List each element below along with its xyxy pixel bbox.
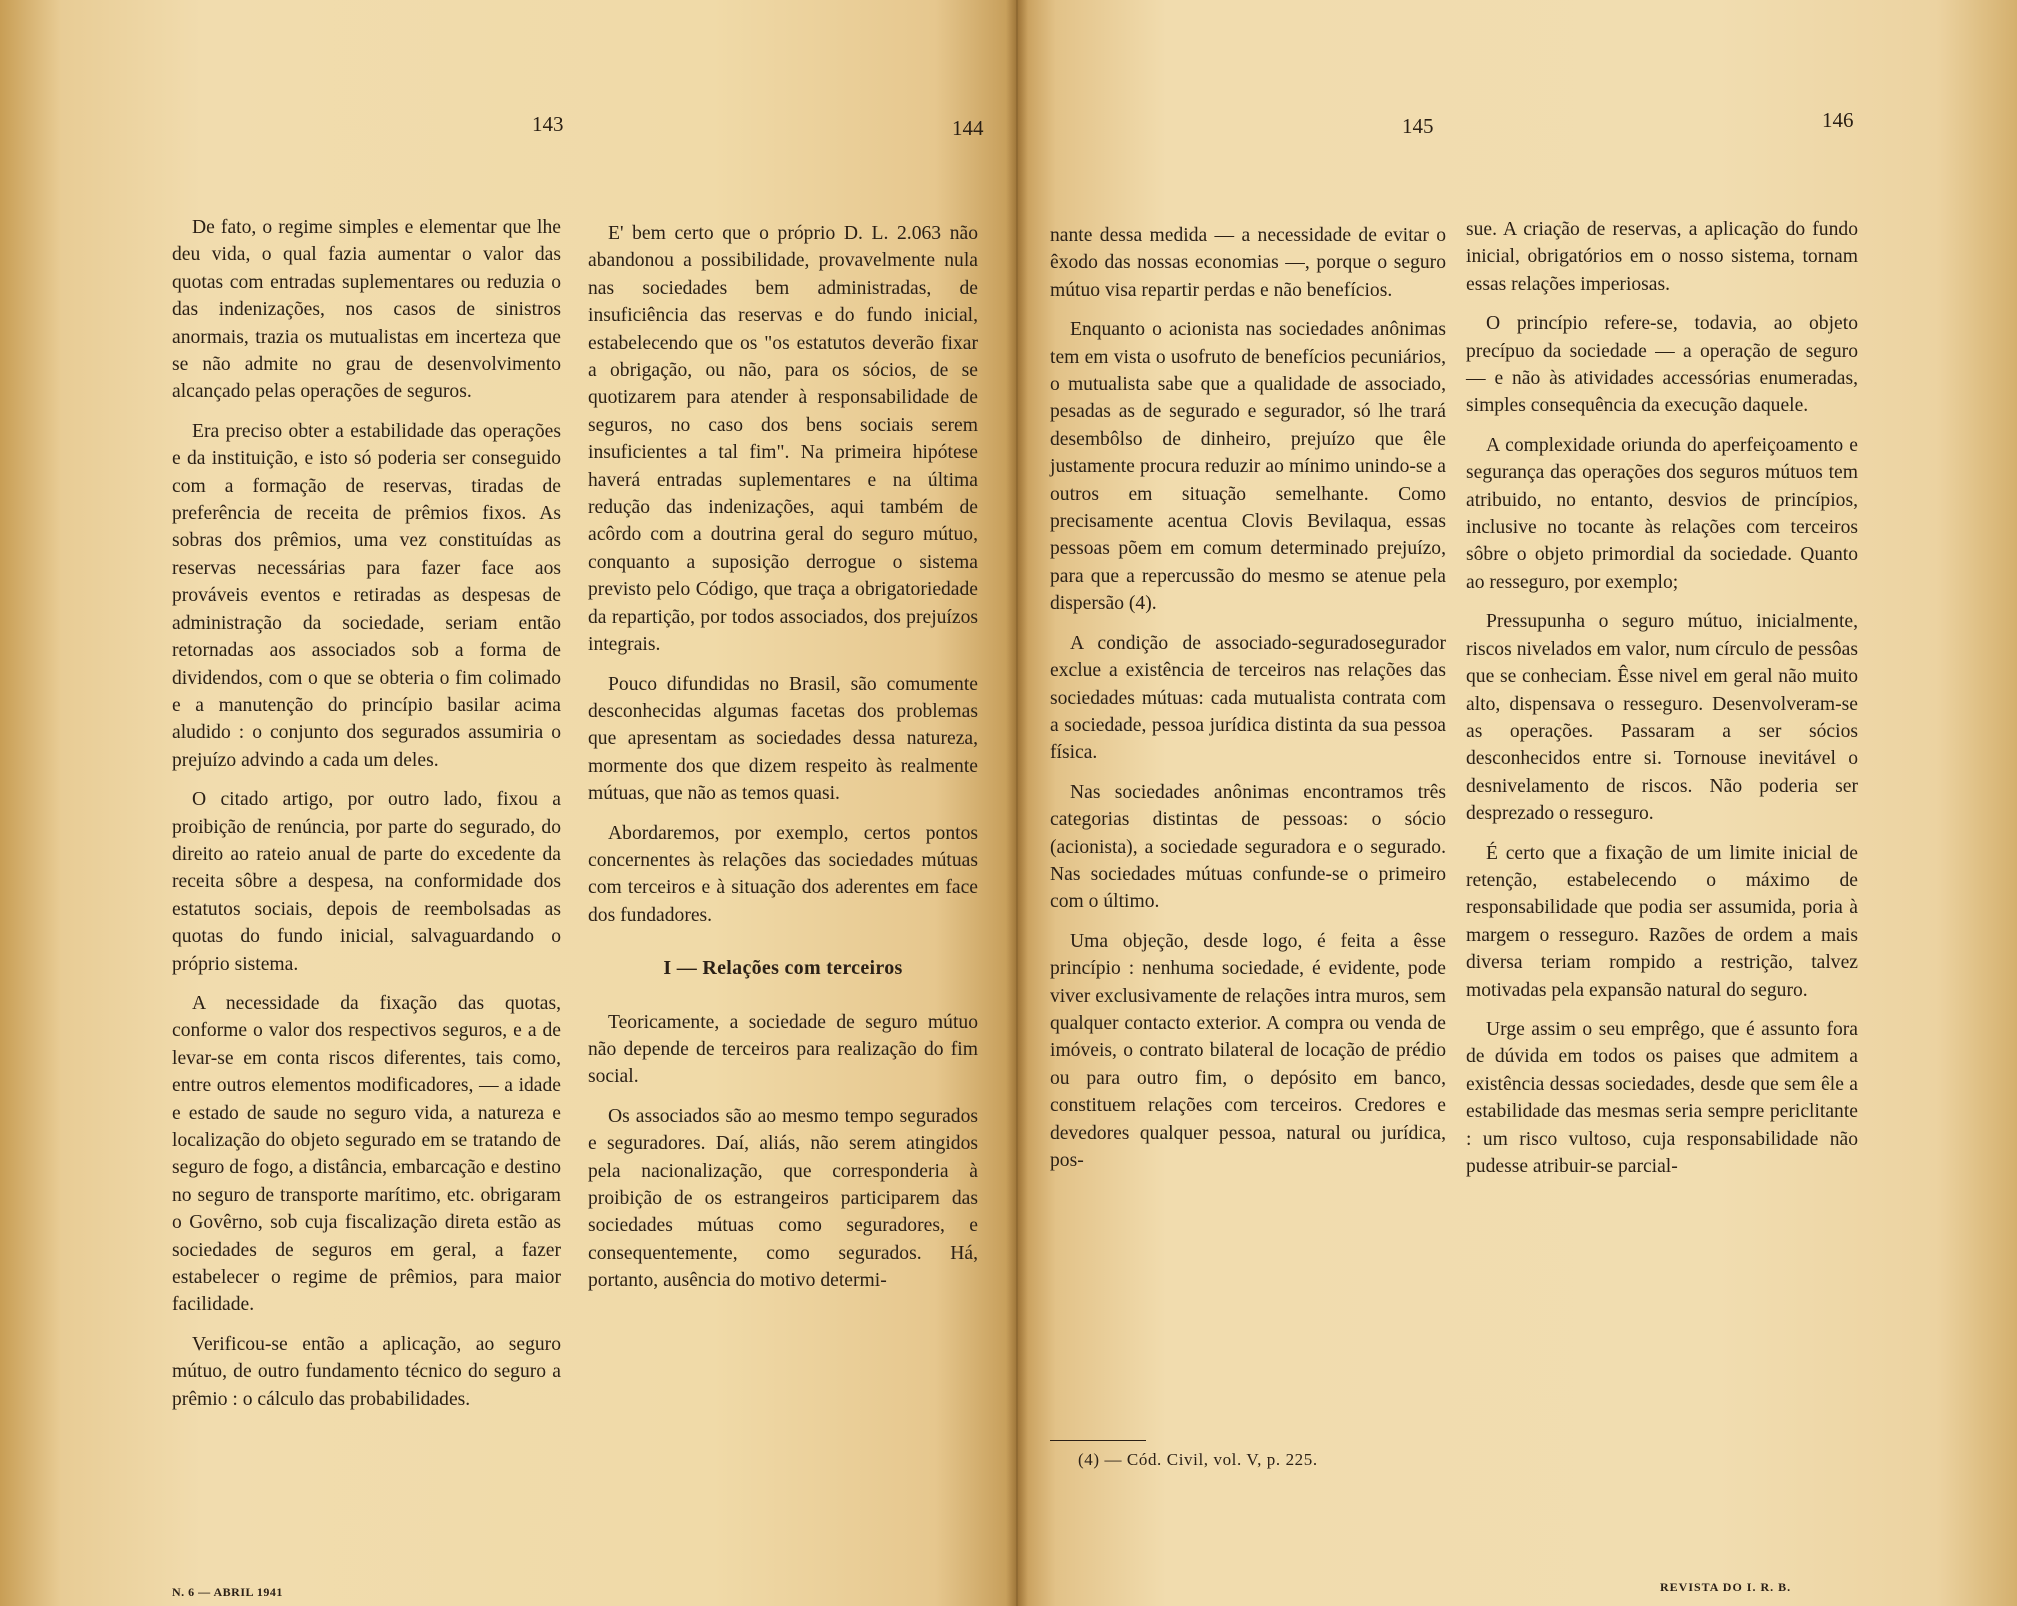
book-gutter xyxy=(1006,0,1028,1606)
paragraph: A condição de associado-seguradosegurador exclue a existência de terceiros nas relações das sociedades mútuas: cada mutualista contrata com a sociedade, pessoa jurídica distinta da sua pessoa física. xyxy=(1050,632,1446,764)
section-heading: I — Relações com terceiros xyxy=(663,957,903,980)
column-page-144 xyxy=(588,220,978,1295)
footnote: (4) — Cód. Civil, vol. V, p. 225. xyxy=(1078,1450,1318,1469)
page-number-146: 146 xyxy=(1822,108,1854,132)
paragraph: Urge assim o seu emprêgo, que é assunto fora de dúvida em todos os paises que admitem a existência dessas sociedades, desde que sem êle a estabilidade das mesmas seria sempre periclitante : um risco vultoso, cuja responsabilidade não pudesse atribuir-se parcial- xyxy=(1466,1018,1858,1177)
paragraph: sue. A criação de reservas, a aplicação do fundo inicial, obrigatórios em o nosso sistema, tornam essas relações imperiosas. xyxy=(1466,219,1858,295)
paragraph: É certo que a fixação de um limite inicial de retenção, estabelecendo o máximo de responsabilidade que podia ser assumida, poria à margem o resseguro. Razões de ordem a mais diversa teriam rompido a restrição, talvez motivadas pela expansão natural do seguro. xyxy=(1466,842,1858,1001)
paragraph: Pressupunha o seguro mútuo, inicialmente, riscos nivelados em valor, num círculo de pessôas que se conheciam. Êsse nivel em geral não muito alto, dispensava o resseguro. Desenvolveram-se as operações. Passaram a ser sócios desconhecidos entre si. Tornouse inevitável o desnivelamento de riscos. Não poderia ser desprezado o resseguro. xyxy=(1466,611,1858,825)
paragraph: Nas sociedades anônimas encontramos três categorias distintas de pessoas: o sócio (acionista), a sociedade seguradora e o segurado. Nas sociedades mútuas confunde-se o primeiro com o último. xyxy=(1050,781,1446,913)
paragraph: Os associados são ao mesmo tempo segurados e seguradores. Daí, aliás, não serem atingidos pela nacionalização, que corresponderia à proibição de os estrangeiros participarem das sociedades mútuas como seguradores, e consequentemente, como segurados. Há, portanto, ausência do motivo determi- xyxy=(588,1105,978,1292)
paragraph: Uma objeção, desde logo, é feita a êsse princípio : nenhuma sociedade, é evidente, pode viver exclusivamente de relações intra muros, sem qualquer contacto exterior. A compra ou venda de imóveis, o contrato bilateral de locação de prédio ou para outro fim, o depósito em banco, constituem relações com terceiros. Credores e devedores qualquer pessoa, natural ou jurídica, pos- xyxy=(1050,930,1446,1171)
paragraph: Pouco difundidas no Brasil, são comumente desconhecidas algumas facetas dos problemas que apresentam as sociedades dessa natureza, mormente dos que dizem respeito às realmente mútuas, que não as temos quasi. xyxy=(588,673,978,805)
paragraph: Teoricamente, a sociedade de seguro mútuo não depende de terceiros para realização do fim social. xyxy=(588,1011,978,1088)
paragraph: O citado artigo, por outro lado, fixou a proibição de renúncia, por parte do segurado, do direito ao rateio anual de parte do excedente da receita sôbre a despesa, na conformidade dos estatutos sociais, depois de reembolsadas as quotas do fundo inicial, salvaguardando o próprio sistema. xyxy=(172,789,561,975)
paragraph: A complexidade oriunda do aperfeiçoamento e segurança das operações dos seguros mútuos tem atribuido, no entanto, desvios de princípios, inclusive no tocante às relações com terceiros sôbre o objeto primordial da sociedade. Quanto ao resseguro, por exemplo; xyxy=(1466,434,1858,593)
paragraph: E' bem certo que o próprio D. L. 2.063 não abandonou a possibilidade, provavelmente nula nas sociedades bem administradas, de insuficiência das reservas e do fundo inicial, estabelecendo que os "os estatutos deverão fixar a obrigação, ou não, para os sócios, de se quotizarem para atender à responsabilidade de seguros, no caso dos bens sociais serem insuficientes a tal fim". Na primeira hipótese haverá entradas suplementares e na última redução das indenizações, aqui também de acôrdo com a doutrina geral do seguro mútuo, conquanto a suposição derrogue o sistema previsto pelo Código, que traça a obrigatoriedade da repartição, por todos associados, dos prejuízos integrais. xyxy=(588,223,978,656)
column-page-143 xyxy=(172,214,561,1413)
paragraph: De fato, o regime simples e elementar que lhe deu vida, o qual fazia aumentar o valor das quotas com entradas suplementares ou reduzia o das indenizações, nos casos de sinistros anormais, trazia os mutualistas em incerteza que se não admite no grau de desenvolvimento alcançado pelas operações de seguros. xyxy=(172,217,561,403)
column-page-146 xyxy=(1466,216,1858,1180)
paragraph: Verificou-se então a aplicação, ao seguro mútuo, de outro fundamento técnico do seguro a prêmio : o cálculo das probabilidades. xyxy=(172,1333,561,1410)
page-number-143: 143 xyxy=(532,112,564,136)
footnote-rule xyxy=(1050,1440,1146,1441)
paragraph: Era preciso obter a estabilidade das operações e da instituição, e isto só poderia ser conseguido com a formação de reservas, tiradas de preferência de receita de prêmios fixos. As sobras dos prêmios, uma vez constituídas as reservas necessárias para fazer face aos prováveis eventos e retiradas as despesas de administração da sociedade, seriam então retornadas aos associados sob a forma de dividendos, com o que se obteria o fim colimado e a manutenção do princípio basilar acima aludido : o conjunto dos segurados assumiria o prejuízo advindo a cada um deles. xyxy=(172,420,561,771)
page-number-145: 145 xyxy=(1402,114,1434,138)
column-page-145 xyxy=(1050,222,1446,1174)
paragraph: nante dessa medida — a necessidade de evitar o êxodo das nossas economias —, porque o seguro mútuo visa repartir perdas e não benefícios. xyxy=(1050,225,1446,301)
paragraph: A necessidade da fixação das quotas, conforme o valor dos respectivos seguros, e a de levar-se em conta riscos diferentes, tais como, entre outros elementos modificadores, — a idade e estado de saude no seguro vida, a natureza e localização do objeto segurado em se tratando de seguro de fogo, a distância, embarcação e destino no seguro de transporte marítimo, etc. obrigaram o Govêrno, sob cuja fiscalização direta estão as sociedades de seguros em geral, a fazer estabelecer o regime de prêmios, para maior facilidade. xyxy=(172,992,561,1316)
footer-journal: REVISTA DO I. R. B. xyxy=(1660,1580,1792,1594)
paragraph: Abordaremos, por exemplo, certos pontos concernentes às relações das sociedades mútuas com terceiros e à situação dos aderentes em face dos fundadores. xyxy=(588,822,978,926)
footer-issue: N. 6 — ABRIL 1941 xyxy=(172,1585,283,1599)
paragraph: O princípio refere-se, todavia, ao objeto precípuo da sociedade — a operação de seguro — e não às atividades accessórias enumeradas, simples consequência da execução daquele. xyxy=(1466,313,1858,417)
paragraph: Enquanto o acionista nas sociedades anônimas tem em vista o usofruto de benefícios pecuniários, o mutualista sabe que a qualidade de associado, pesadas as de segurado e segurador, só lhe trará desembôlso de dinheiro, prejuízo que êle justamente procura reduzir ao mínimo unindo-se a outros em situação semelhante. Como precisamente acentua Clovis Bevilaqua, essas pessoas põem em comum determinado prejuízo, para que a repercussão do mesmo se atenue pela dispersão (4). xyxy=(1050,319,1446,615)
page-number-144: 144 xyxy=(952,116,984,140)
